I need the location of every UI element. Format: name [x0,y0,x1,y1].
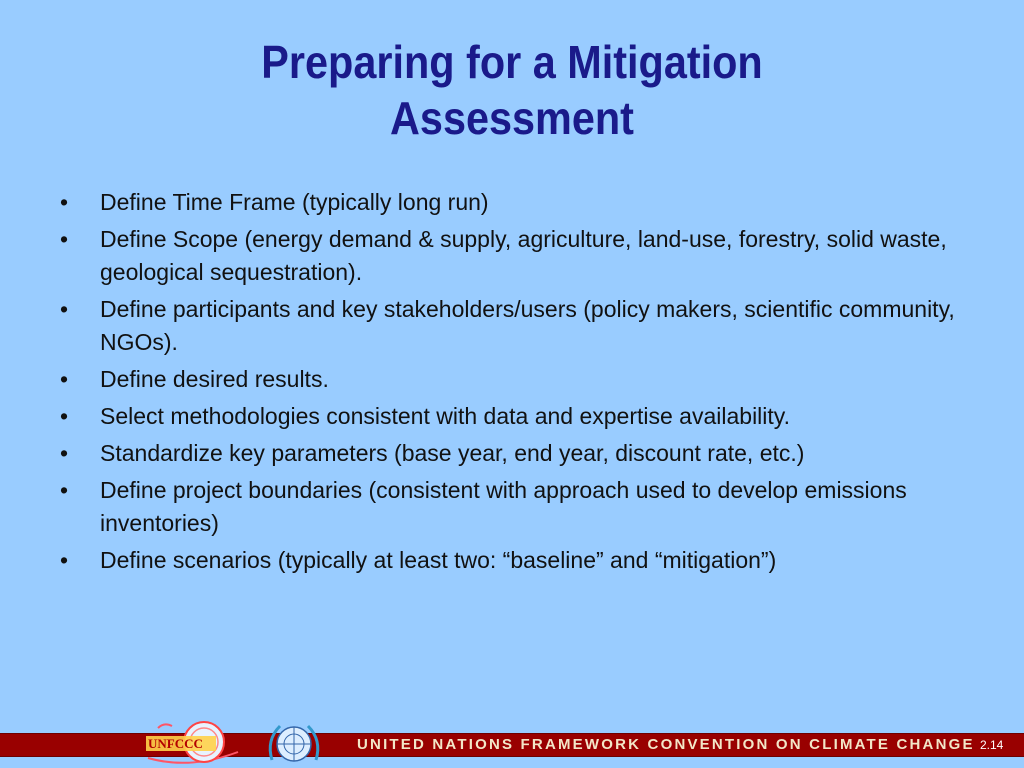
bullet-item [56,474,976,540]
slide-title [51,34,973,146]
slide-title-line2: Assessment [390,92,634,144]
bullet-text: Define participants and key stakeholders/users (policy makers, scientific community, NGOs). [100,296,955,355]
bullet-marker: • [60,366,69,392]
bullet-item [56,544,976,577]
bullet-item [56,363,976,396]
page-number: 2.14 [980,738,1004,752]
bullet-marker: • [60,547,69,573]
bullet-text: Define scenarios (typically at least two: “baseline” and “mitigation”) [100,547,777,573]
unfccc-logo-icon [130,718,250,766]
bullet-text: Define desired results. [100,366,329,392]
unfccc-logo-text: UNFCCC [148,736,203,751]
bullet-text: Define Time Frame (typically long run) [100,189,489,215]
un-emblem-icon [262,718,326,768]
bullet-marker: • [60,477,69,503]
bullet-marker: • [60,296,69,322]
bullet-marker: • [60,226,69,252]
bullet-item [56,186,976,219]
bullet-text: Standardize key parameters (base year, end year, discount rate, etc.) [100,440,805,466]
bullet-text: Define Scope (energy demand & supply, agriculture, land-use, forestry, solid waste, geological sequestration). [100,226,947,285]
bullet-item [56,223,976,289]
bullet-marker: • [60,440,69,466]
bullet-item [56,293,976,359]
bullet-list [56,186,976,581]
bullet-item [56,437,976,470]
bullet-text: Define project boundaries (consistent with approach used to develop emissions inventories) [100,477,907,536]
slide-title-line1: Preparing for a Mitigation [261,36,763,88]
footer-banner-text: UNITED NATIONS FRAMEWORK CONVENTION ON CLIMATE CHANGE [357,736,975,753]
bullet-marker: • [60,403,69,429]
bullet-text: Select methodologies consistent with data and expertise availability. [100,403,790,429]
bullet-marker: • [60,189,69,215]
bullet-item [56,400,976,433]
